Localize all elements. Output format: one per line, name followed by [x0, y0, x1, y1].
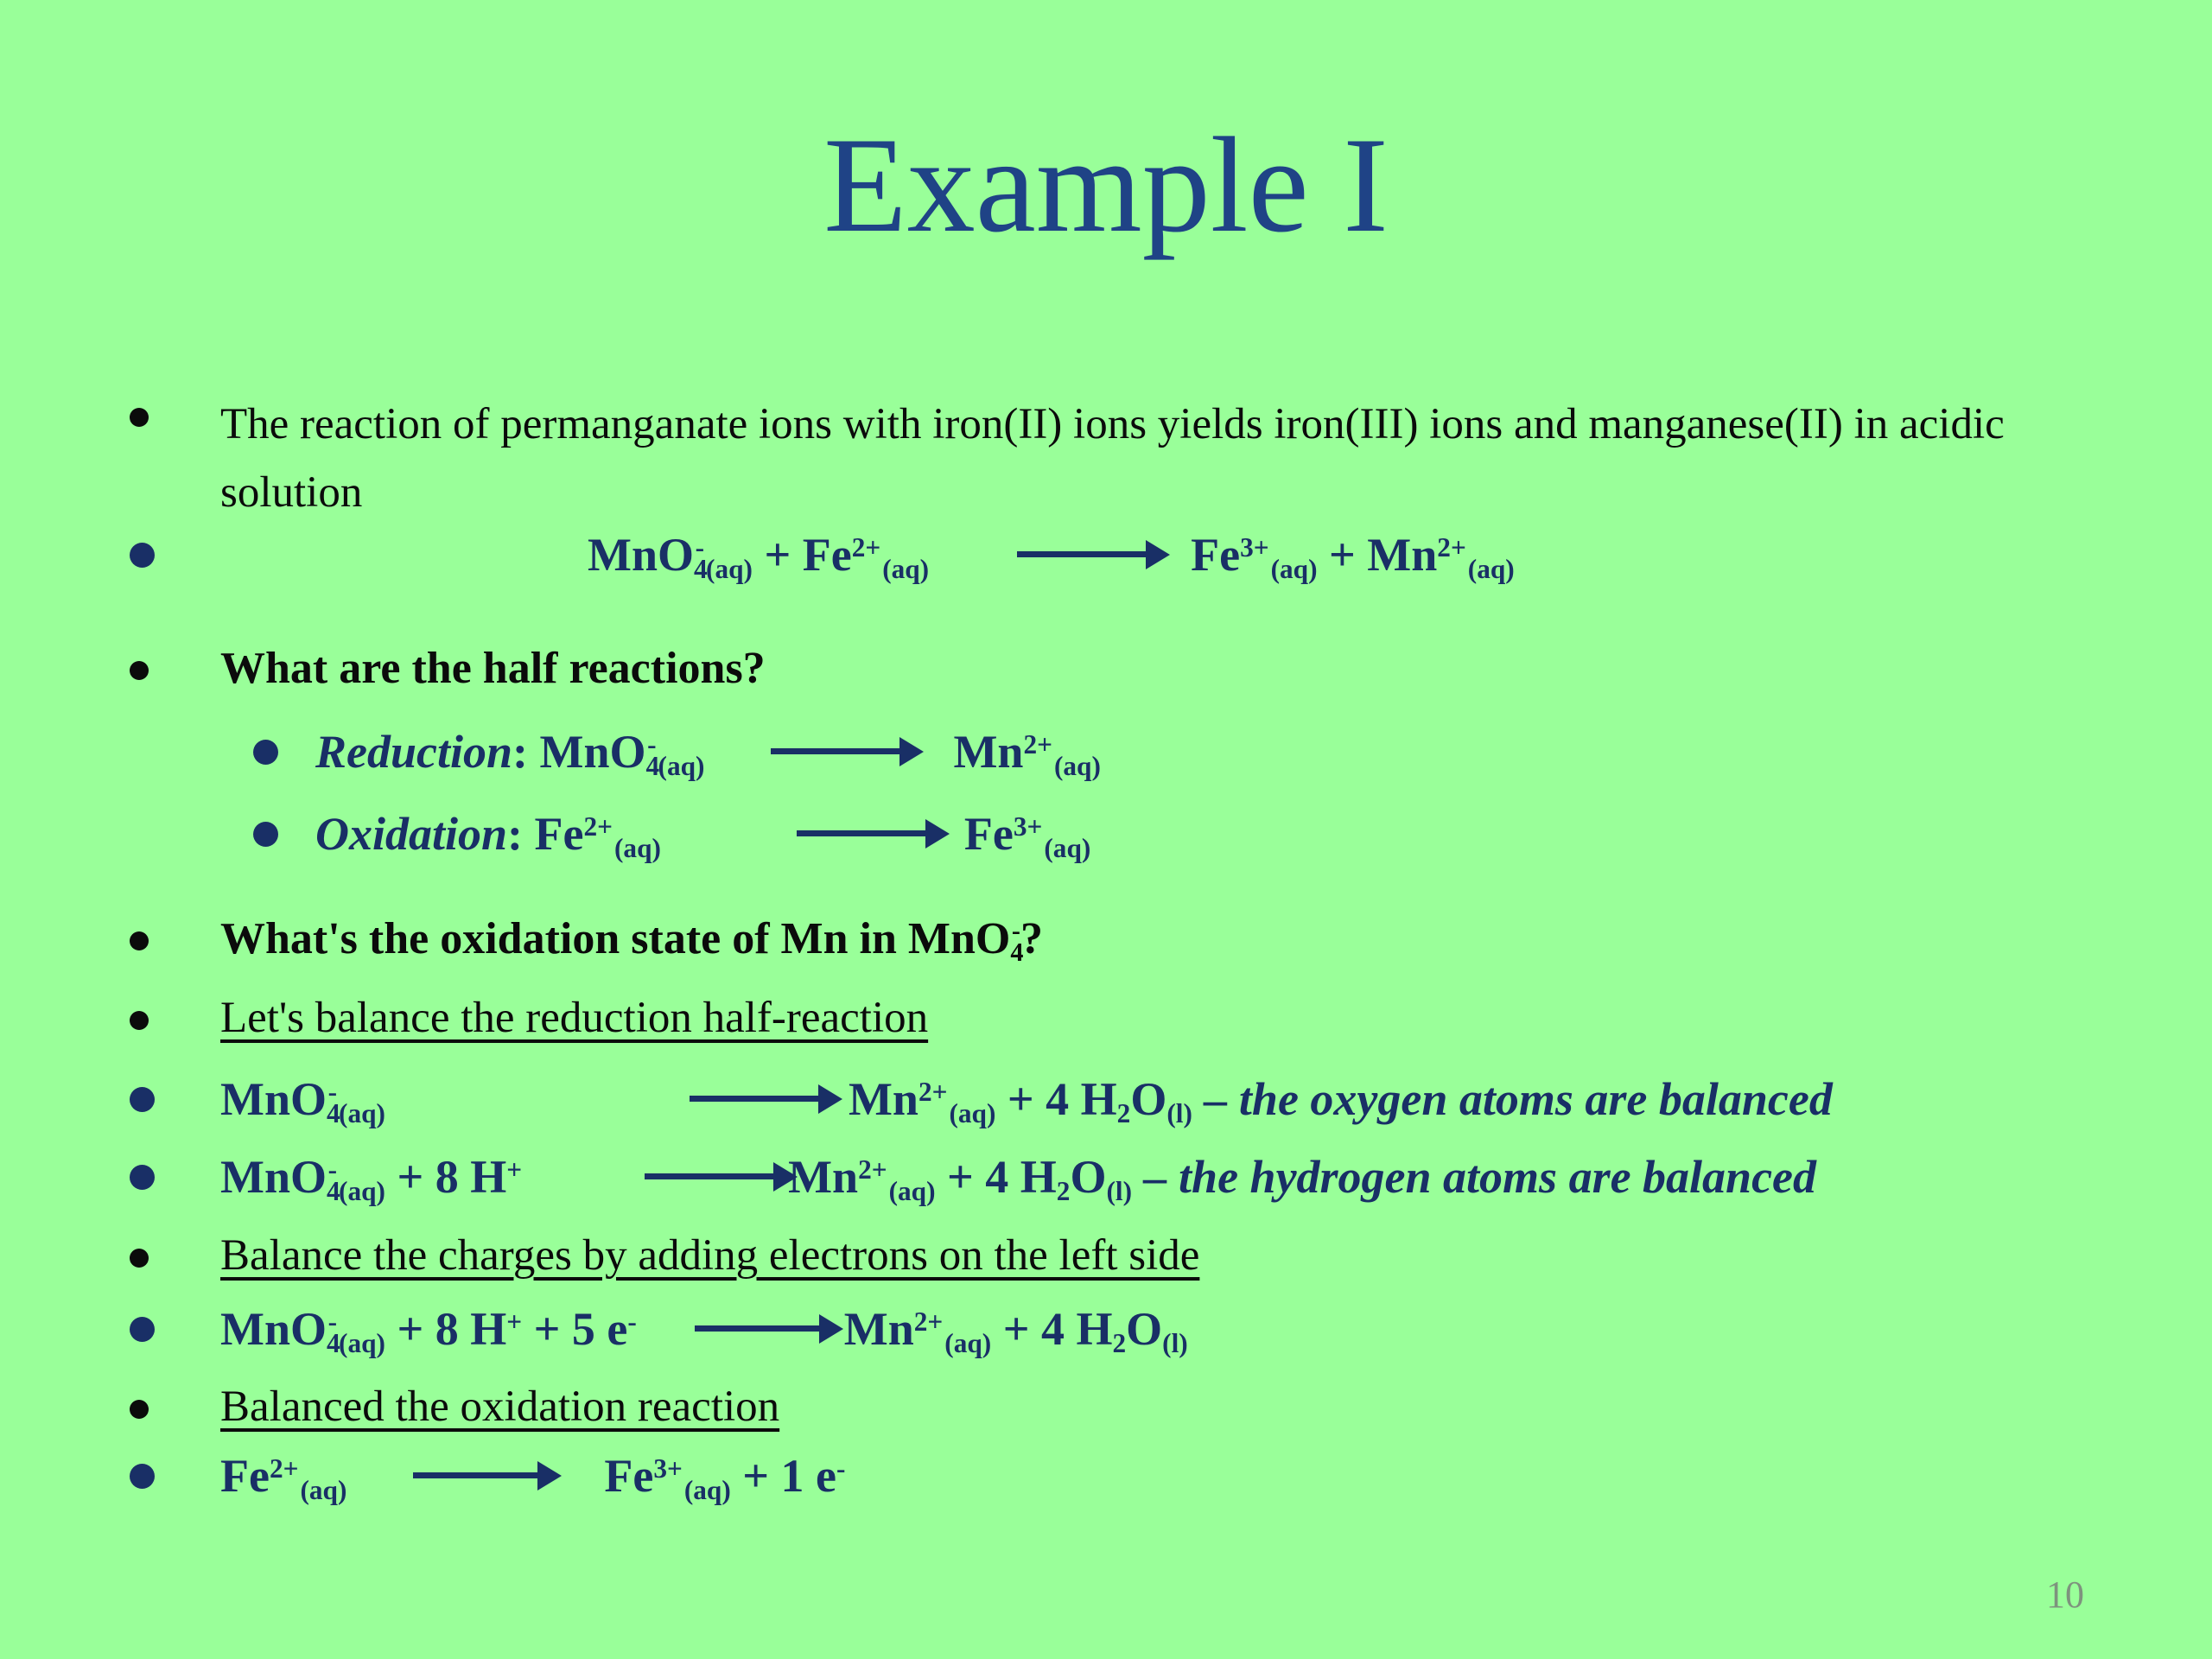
right-arrow-icon: [645, 1173, 774, 1179]
superscript: 2+: [1437, 531, 1466, 563]
superscript: 2+: [913, 1306, 944, 1337]
subscript: (aq): [300, 1475, 347, 1506]
bullet-line-13: [220, 1450, 846, 1506]
bullet-icon: [130, 543, 155, 568]
superscript: -: [327, 1306, 338, 1337]
text-segment: Balanced the oxidation reaction: [220, 1382, 780, 1431]
subscript: (aq): [658, 751, 705, 782]
bullet-icon: [130, 1249, 149, 1268]
text-segment: + Fe: [752, 529, 852, 581]
subscript: 4: [1010, 938, 1024, 968]
subscript: (l): [1166, 1098, 1192, 1129]
bullet-icon: [130, 408, 149, 427]
page-number: 10: [2046, 1573, 2084, 1616]
superscript: 2+: [858, 1154, 887, 1185]
superscript: 3+: [653, 1452, 683, 1484]
superscript: 3+: [1240, 531, 1269, 563]
bullet-line-1: [220, 391, 2104, 527]
text-segment: O: [1126, 1303, 1163, 1355]
subscript: (aq): [882, 554, 930, 585]
bullet-icon: [130, 1165, 155, 1190]
subscript: (aq): [339, 1176, 385, 1207]
bullet-line-9: [220, 1151, 1817, 1207]
text-segment: Fe: [220, 1450, 270, 1502]
text-segment: Mn: [953, 726, 1024, 778]
superscript: -: [327, 1154, 338, 1185]
text-segment: : MnO: [512, 726, 646, 778]
bullet-line-5: [315, 808, 1091, 864]
subscript: (aq): [1053, 751, 1101, 782]
bullet-line-3: [220, 644, 766, 694]
subscript: (aq): [1467, 554, 1515, 585]
superscript: -: [695, 531, 705, 563]
subscript: (aq): [339, 1328, 385, 1359]
subscript: 4: [645, 751, 660, 782]
comment-italic: Reduction: [315, 726, 513, 778]
text-segment: : Fe: [507, 808, 584, 860]
subscript: (aq): [706, 554, 753, 585]
subscript: (aq): [339, 1098, 385, 1129]
subscript: 4: [694, 554, 708, 585]
text-segment: + 8 H: [385, 1303, 507, 1355]
spacer: [385, 1114, 688, 1115]
bullet-icon: [130, 1087, 155, 1112]
superscript: 2+: [1023, 728, 1052, 760]
bullet-line-4: [315, 726, 1101, 782]
bullet-icon: [130, 661, 149, 680]
text-segment: O: [1130, 1073, 1167, 1125]
text-segment: [1132, 1151, 1144, 1203]
text-segment: The reaction of permanganate ions with iron(II) ions yields iron(III) ions and manganese(II) in acidic solution: [220, 400, 2005, 518]
text-segment: Fe: [963, 808, 1014, 860]
superscript: +: [506, 1154, 523, 1185]
bullet-line-8: [220, 1073, 1833, 1129]
bullet-line-11: [220, 1303, 1188, 1359]
superscript: -: [327, 1076, 338, 1107]
text-segment: + 4 H: [935, 1151, 1057, 1203]
text-segment: MnO: [220, 1303, 327, 1355]
bullet-line-6: [220, 914, 1043, 968]
subscript: 2: [1112, 1328, 1127, 1359]
text-segment: + 1 e: [730, 1450, 837, 1502]
right-arrow-icon: [690, 1096, 819, 1102]
subscript: (aq): [949, 1098, 996, 1129]
subscript: 2: [1116, 1098, 1131, 1129]
spacer: [824, 1114, 849, 1115]
text-segment: + Mn: [1317, 529, 1438, 581]
text-segment: [1192, 1073, 1205, 1125]
superscript: 2+: [269, 1452, 299, 1484]
text-segment: Mn: [848, 1073, 918, 1125]
superscript: +: [506, 1306, 523, 1337]
subscript: 4: [327, 1176, 340, 1207]
subscript: (aq): [613, 833, 661, 864]
text-segment: MnO: [220, 1073, 327, 1125]
text-segment: + 4 H: [991, 1303, 1113, 1355]
bullet-line-12: [220, 1382, 779, 1432]
bullet-line-7: [220, 994, 928, 1043]
text-segment: What's the oxidation state of Mn in MnO: [220, 914, 1011, 963]
text-segment: MnO: [220, 1151, 327, 1203]
spacer: [220, 569, 588, 570]
bullet-icon: [253, 740, 278, 765]
subscript: (aq): [888, 1176, 936, 1207]
bullet-icon: [130, 1011, 149, 1030]
subscript: (l): [1106, 1176, 1133, 1207]
text-segment: + 4 H: [995, 1073, 1117, 1125]
subscript: (aq): [1044, 833, 1091, 864]
subscript: (aq): [944, 1328, 992, 1359]
superscript: -: [1011, 916, 1020, 946]
bullet-icon: [130, 931, 149, 950]
text-segment: What are the half reactions?: [220, 644, 766, 693]
text-segment: Mn: [788, 1151, 859, 1203]
text-segment: O: [1070, 1151, 1107, 1203]
text-segment: MnO: [588, 529, 695, 581]
text-segment: + 8 H: [385, 1151, 507, 1203]
superscript: 2+: [918, 1076, 948, 1107]
right-arrow-icon: [695, 1325, 820, 1332]
superscript: 3+: [1013, 810, 1043, 842]
right-arrow-icon: [797, 830, 926, 836]
spacer: [929, 569, 1015, 570]
slide-title: Example I: [823, 110, 1389, 261]
superscript: 2+: [583, 810, 613, 842]
superscript: -: [647, 728, 657, 760]
bullet-icon: [253, 822, 278, 847]
subscript: 4: [327, 1328, 340, 1359]
right-arrow-icon: [771, 748, 900, 754]
spacer: [906, 766, 953, 767]
text-segment: Fe: [1191, 529, 1241, 581]
text-segment: Fe: [604, 1450, 654, 1502]
subscript: (l): [1162, 1328, 1188, 1359]
comment-italic: Oxidation: [315, 808, 508, 860]
spacer: [1152, 569, 1191, 570]
text-segment: ?: [1020, 914, 1043, 963]
comment-italic: – the hydrogen atoms are balanced: [1143, 1151, 1817, 1203]
text-segment: Balance the charges by adding electrons on the left side: [220, 1231, 1200, 1280]
superscript: -: [627, 1306, 637, 1337]
comment-italic: – the oxygen atoms are balanced: [1204, 1073, 1833, 1125]
bullet-icon: [130, 1317, 155, 1342]
subscript: 4: [327, 1098, 340, 1129]
right-arrow-icon: [413, 1472, 538, 1478]
superscript: -: [836, 1452, 846, 1484]
text-segment: + 5 e: [522, 1303, 628, 1355]
text-segment: Let's balance the reduction half-reaction: [220, 994, 929, 1042]
bullet-icon: [130, 1400, 149, 1419]
subscript: 2: [1056, 1176, 1071, 1207]
bullet-line-2: [220, 529, 1515, 585]
subscript: (aq): [683, 1475, 731, 1506]
superscript: 2+: [851, 531, 881, 563]
bullet-line-10: [220, 1231, 1199, 1281]
spacer: [704, 766, 769, 767]
bullet-icon: [130, 1464, 155, 1489]
subscript: (aq): [1270, 554, 1318, 585]
right-arrow-icon: [1017, 551, 1147, 557]
text-segment: Mn: [843, 1303, 914, 1355]
